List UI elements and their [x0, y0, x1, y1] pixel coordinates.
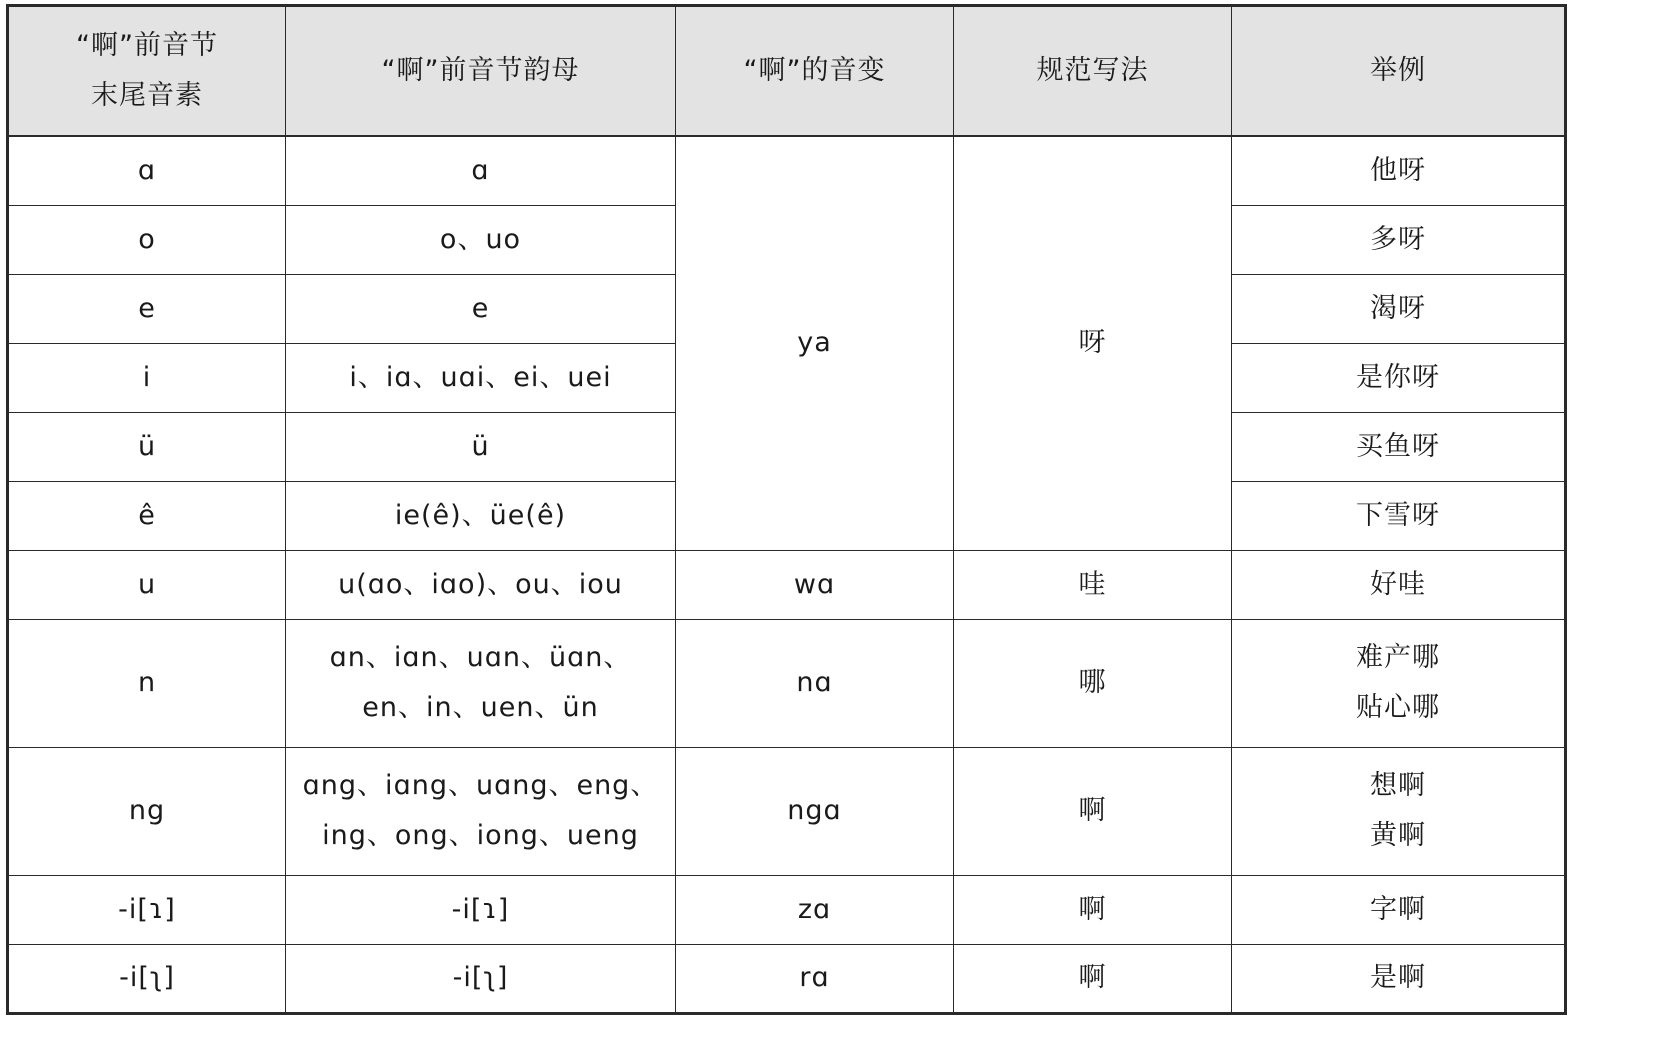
table-header: [8, 6, 1566, 137]
header-finals: “啊”前音节韵母: [286, 6, 676, 137]
cell-writing: 啊: [954, 944, 1232, 1013]
cell-writing: 啊: [954, 747, 1232, 875]
cell-finals: -i[ʅ]: [286, 944, 676, 1013]
cell-finals: e: [286, 274, 676, 343]
cell-sound-change: wɑ: [676, 550, 954, 619]
cell-finals: -i[ɿ]: [286, 875, 676, 944]
cell-final-phoneme: -i[ʅ]: [8, 944, 286, 1013]
table-body: [8, 136, 1566, 1013]
cell-final-phoneme: ɑ: [8, 136, 286, 205]
cell-example: 字啊: [1232, 875, 1566, 944]
cell-final-phoneme: n: [8, 619, 286, 747]
cell-final-phoneme: i: [8, 343, 286, 412]
cell-example: 多呀: [1232, 205, 1566, 274]
cell-example-text: 难产哪 贴心哪: [1356, 642, 1440, 723]
cell-writing: 哪: [954, 619, 1232, 747]
cell-finals: [286, 619, 676, 747]
cell-example: 是你呀: [1232, 343, 1566, 412]
table-row: [8, 875, 1566, 944]
cell-sound-change: ya: [676, 136, 954, 550]
cell-sound-change: zɑ: [676, 875, 954, 944]
cell-finals: ɑ: [286, 136, 676, 205]
cell-sound-change: ngɑ: [676, 747, 954, 875]
cell-sound-change: rɑ: [676, 944, 954, 1013]
cell-finals: ie(ê)、üe(ê): [286, 481, 676, 550]
cell-final-phoneme: o: [8, 205, 286, 274]
cell-example: 好哇: [1232, 550, 1566, 619]
table-row: [8, 944, 1566, 1013]
cell-example: 是啊: [1232, 944, 1566, 1013]
cell-final-phoneme: e: [8, 274, 286, 343]
cell-example: [1232, 619, 1566, 747]
cell-example: 渴呀: [1232, 274, 1566, 343]
table-row: [8, 747, 1566, 875]
cell-finals: o、uo: [286, 205, 676, 274]
cell-finals: u(ɑo、iɑo)、ou、iou: [286, 550, 676, 619]
cell-final-phoneme: ê: [8, 481, 286, 550]
cell-writing: 哇: [954, 550, 1232, 619]
cell-final-phoneme: ng: [8, 747, 286, 875]
cell-finals: ü: [286, 412, 676, 481]
table-row: [8, 136, 1566, 205]
table-row: [8, 550, 1566, 619]
table-row: [8, 619, 1566, 747]
table-container: [6, 4, 1567, 1015]
header-writing: 规范写法: [954, 6, 1232, 137]
cell-final-phoneme: u: [8, 550, 286, 619]
header-final-phoneme: “啊”前音节 末尾音素: [8, 6, 286, 137]
cell-finals-text: ɑn、iɑn、uɑn、üɑn、 en、in、uen、ün: [329, 642, 632, 723]
header-sound-change: “啊”的音变: [676, 6, 954, 137]
header-row: [8, 6, 1566, 137]
cell-writing: 啊: [954, 875, 1232, 944]
cell-final-phoneme: -i[ɿ]: [8, 875, 286, 944]
cell-example: 他呀: [1232, 136, 1566, 205]
cell-finals: i、iɑ、uɑi、ei、uei: [286, 343, 676, 412]
cell-finals-text: ɑng、iɑng、uɑng、eng、 ing、ong、iong、ueng: [302, 770, 659, 851]
cell-example: 下雪呀: [1232, 481, 1566, 550]
cell-sound-change: nɑ: [676, 619, 954, 747]
a-sound-change-table: [6, 4, 1567, 1015]
cell-example-text: 想啊 黄啊: [1370, 770, 1426, 851]
cell-example: 买鱼呀: [1232, 412, 1566, 481]
cell-finals: [286, 747, 676, 875]
cell-writing: 呀: [954, 136, 1232, 550]
cell-final-phoneme: ü: [8, 412, 286, 481]
cell-example: [1232, 747, 1566, 875]
header-example: 举例: [1232, 6, 1566, 137]
